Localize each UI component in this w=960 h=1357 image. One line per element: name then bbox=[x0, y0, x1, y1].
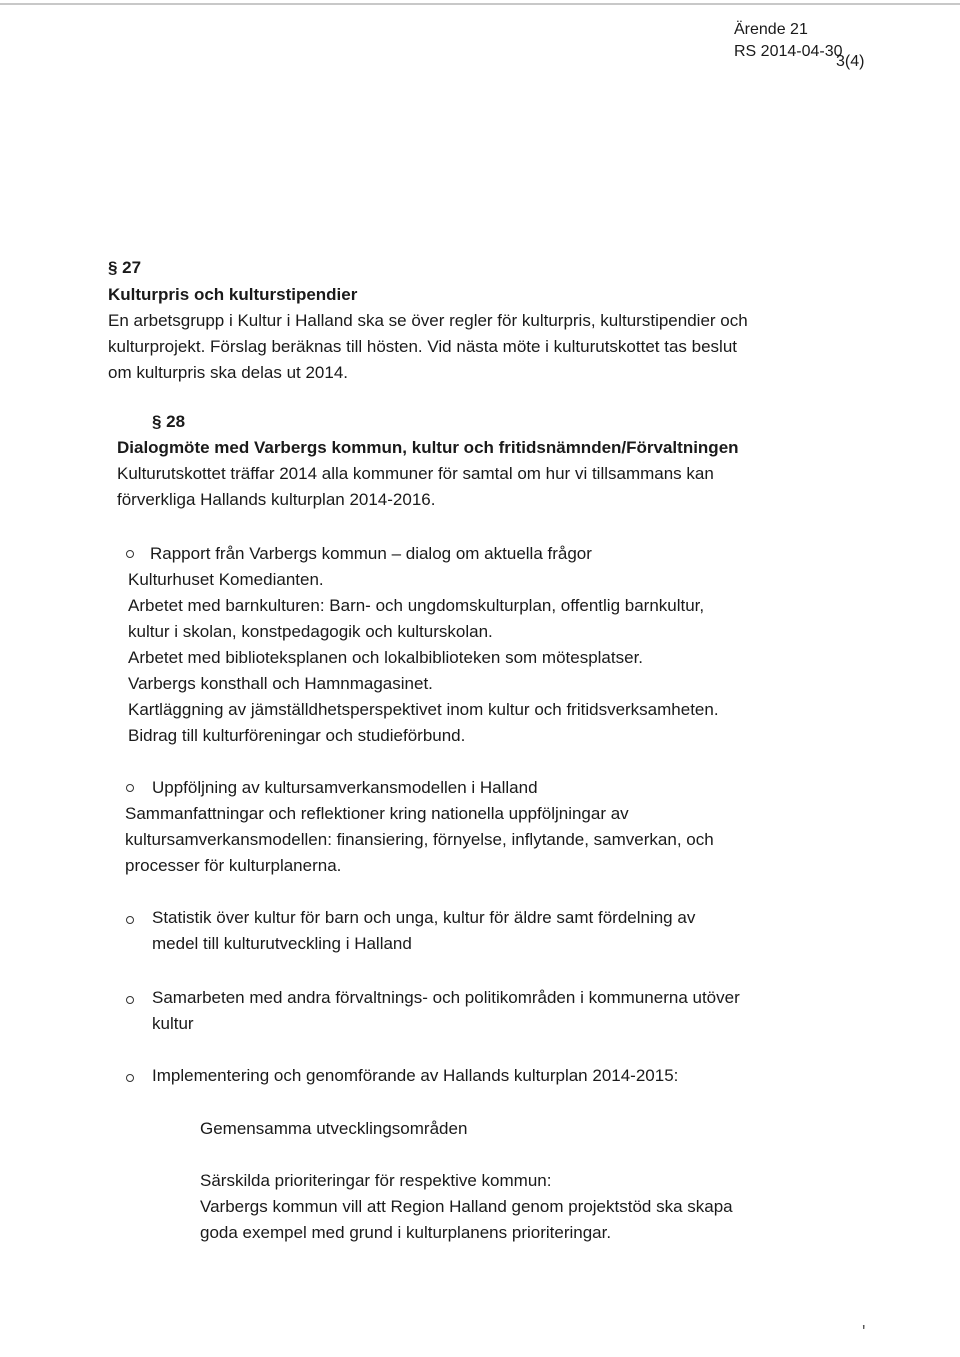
bullet-1-line-5: Varbergs konsthall och Hamnmagasinet. bbox=[128, 674, 433, 693]
bullet-1-line-2: Arbetet med barnkulturen: Barn- och ungdomskulturplan, offentlig barnkultur, bbox=[128, 596, 705, 615]
bullet-icon bbox=[126, 550, 134, 558]
section-27-number: § 27 bbox=[108, 258, 142, 277]
bullet-1-line-4: Arbetet med biblioteksplanen och lokalbiblioteken som mötesplatser. bbox=[128, 648, 644, 667]
section-27-line-3: om kulturpris ska delas ut 2014. bbox=[108, 363, 349, 382]
section-28-title: Dialogmöte med Varbergs kommun, kultur och fritidsnämnden/Förvaltningen bbox=[117, 438, 739, 457]
bullet-4-line-1: Samarbeten med andra förvaltnings- och politikområden i kommunerna utöver bbox=[152, 988, 740, 1007]
sarskilda-line-1: Varbergs kommun vill att Region Halland genom projektstöd ska skapa bbox=[200, 1197, 733, 1216]
bullet-1-line-3: kultur i skolan, konstpedagogik och kulturskolan. bbox=[128, 622, 493, 641]
bullet-icon bbox=[126, 916, 134, 924]
arende-number: Ärende 21 bbox=[734, 21, 808, 38]
bullet-1-line-1: Kulturhuset Komedianten. bbox=[128, 570, 324, 589]
bullet-3-line-1: Statistik över kultur för barn och unga, kultur för äldre samt fördelning av bbox=[152, 908, 696, 927]
bullet-icon bbox=[126, 996, 134, 1004]
top-rule bbox=[0, 3, 960, 5]
bullet-1-line-7: Bidrag till kulturföreningar och studieförbund. bbox=[128, 726, 466, 745]
sarskilda-line-2: goda exempel med grund i kulturplanens prioriteringar. bbox=[200, 1223, 612, 1242]
bullet-2-lead: Uppföljning av kultursamverkansmodellen i Halland bbox=[152, 778, 538, 797]
section-27-line-2: kulturprojekt. Förslag beräknas till hösten. Vid nästa möte i kulturutskottet tas beslut bbox=[108, 337, 737, 356]
section-28-number: § 28 bbox=[152, 412, 186, 431]
bullet-2-line-1: Sammanfattningar och reflektioner kring nationella uppföljningar av bbox=[125, 804, 629, 823]
bullet-1-line-6: Kartläggning av jämställdhetsperspektivet inom kultur och fritidsverksamheten. bbox=[128, 700, 719, 719]
bullet-3-line-2: medel till kulturutveckling i Halland bbox=[152, 934, 412, 953]
bullet-2-line-2: kultursamverkansmodellen: finansiering, förnyelse, inflytande, samverkan, och bbox=[125, 830, 714, 849]
document-date: RS 2014-04-30 bbox=[734, 43, 843, 60]
page-number: 3(4) bbox=[836, 53, 865, 70]
section-27-line-1: En arbetsgrupp i Kultur i Halland ska se över regler för kulturpris, kulturstipendier och bbox=[108, 311, 748, 330]
bullet-4-line-2: kultur bbox=[152, 1014, 194, 1033]
sarskilda-heading: Särskilda prioriteringar för respektive kommun: bbox=[200, 1171, 552, 1190]
bullet-icon bbox=[126, 1074, 134, 1082]
bullet-2-line-3: processer för kulturplanerna. bbox=[125, 856, 342, 875]
section-28-line-1: Kulturutskottet träffar 2014 alla kommuner för samtal om hur vi tillsammans kan bbox=[117, 464, 714, 483]
section-28-line-2: förverkliga Hallands kulturplan 2014-2016. bbox=[117, 490, 436, 509]
bullet-1-lead: Rapport från Varbergs kommun – dialog om aktuella frågor bbox=[150, 544, 592, 563]
bullet-5-lead: Implementering och genomförande av Hallands kulturplan 2014-2015: bbox=[152, 1066, 679, 1085]
section-27-title: Kulturpris och kulturstipendier bbox=[108, 285, 358, 304]
bullet-icon bbox=[126, 784, 134, 792]
gemensamma-heading: Gemensamma utvecklingsområden bbox=[200, 1119, 468, 1138]
scan-mark: ' bbox=[862, 1322, 866, 1342]
